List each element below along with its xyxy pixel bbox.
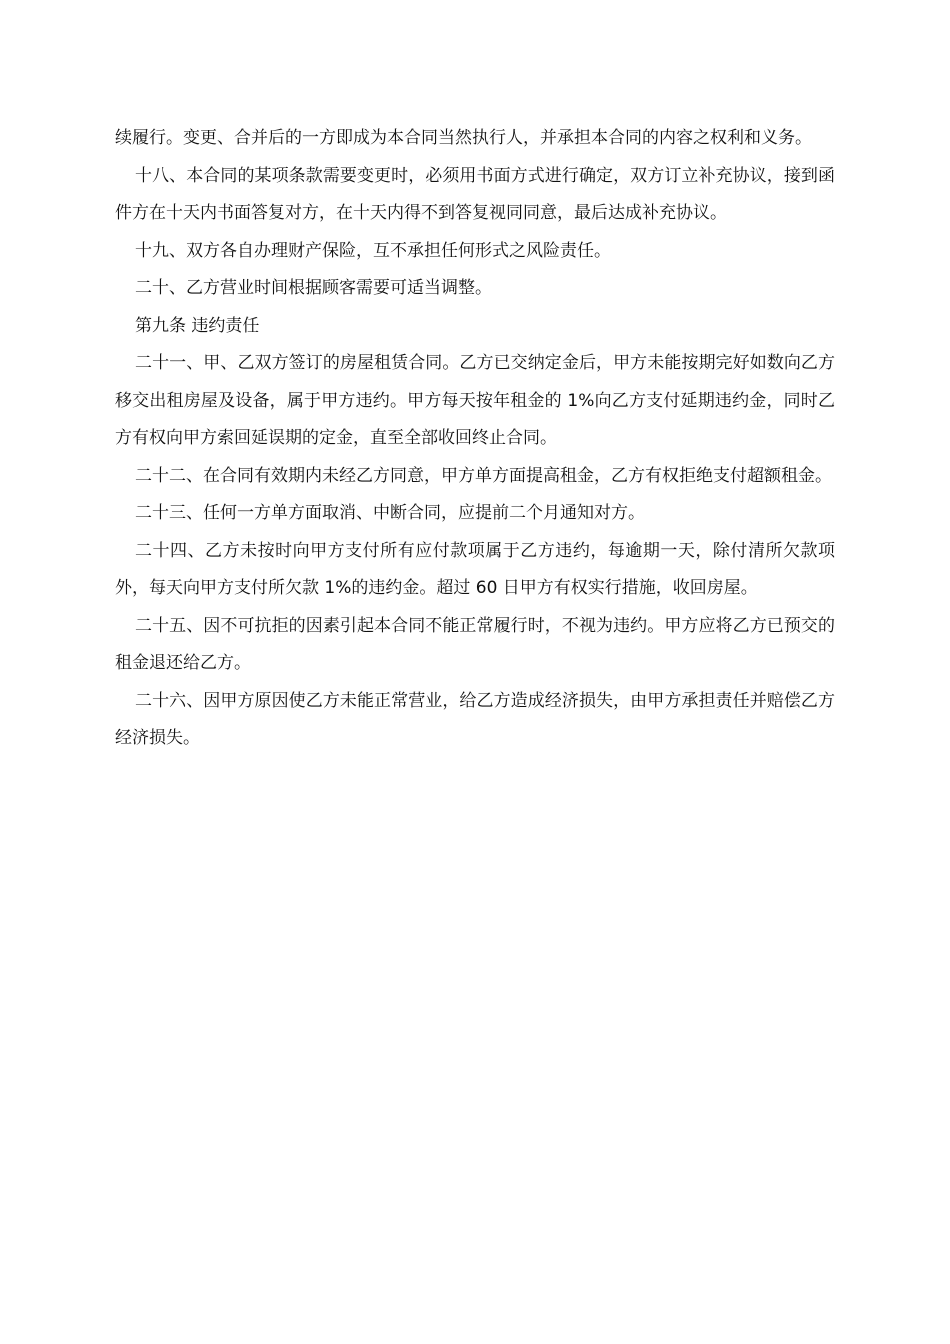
clause-19: 十九、双方各自办理财产保险，互不承担任何形式之风险责任。	[135, 240, 611, 261]
clause-20: 二十、乙方营业时间根据顾客需要可适当调整。	[135, 278, 492, 298]
section-heading-article-9: 第九条 违约责任	[135, 315, 260, 336]
clause-21: 二十一、甲、乙双方签订的房屋租赁合同。乙方已交纳定金后，甲方未能按期完好如数向乙方移交出租房屋及设备，属于甲方违约。甲方每天按年租金的 1%向乙方支付延期违约金，同时乙方有权向甲方索回延误期的定金，直至全部收回终止合同。	[115, 353, 835, 448]
clause-23: 二十三、任何一方单方面取消、中断合同，应提前二个月通知对方。	[135, 503, 645, 523]
clause-25: 二十五、因不可抗拒的因素引起本合同不能正常履行时，不视为违约。甲方应将乙方已预交的租金退还给乙方。	[115, 615, 835, 673]
clause-24: 二十四、乙方未按时向甲方支付所有应付款项属于乙方违约，每逾期一天，除付清所欠款项外，每天向甲方支付所欠款 1%的违约金。超过 60 日甲方有权实行措施，收回房屋。	[115, 540, 835, 598]
document-body	[115, 120, 835, 758]
clause-22: 二十二、在合同有效期内未经乙方同意，甲方单方面提高租金，乙方有权拒绝支付超额租金。	[135, 465, 832, 486]
clause-18: 十八、本合同的某项条款需要变更时，必须用书面方式进行确定，双方订立补充协议，接到函件方在十天内书面答复对方，在十天内得不到答复视同同意，最后达成补充协议。	[115, 165, 835, 223]
paragraph-continuation: 续履行。变更、合并后的一方即成为本合同当然执行人，并承担本合同的内容之权利和义务。	[115, 128, 812, 148]
clause-26: 二十六、因甲方原因使乙方未能正常营业，给乙方造成经济损失，由甲方承担责任并赔偿乙方经济损失。	[115, 690, 835, 748]
